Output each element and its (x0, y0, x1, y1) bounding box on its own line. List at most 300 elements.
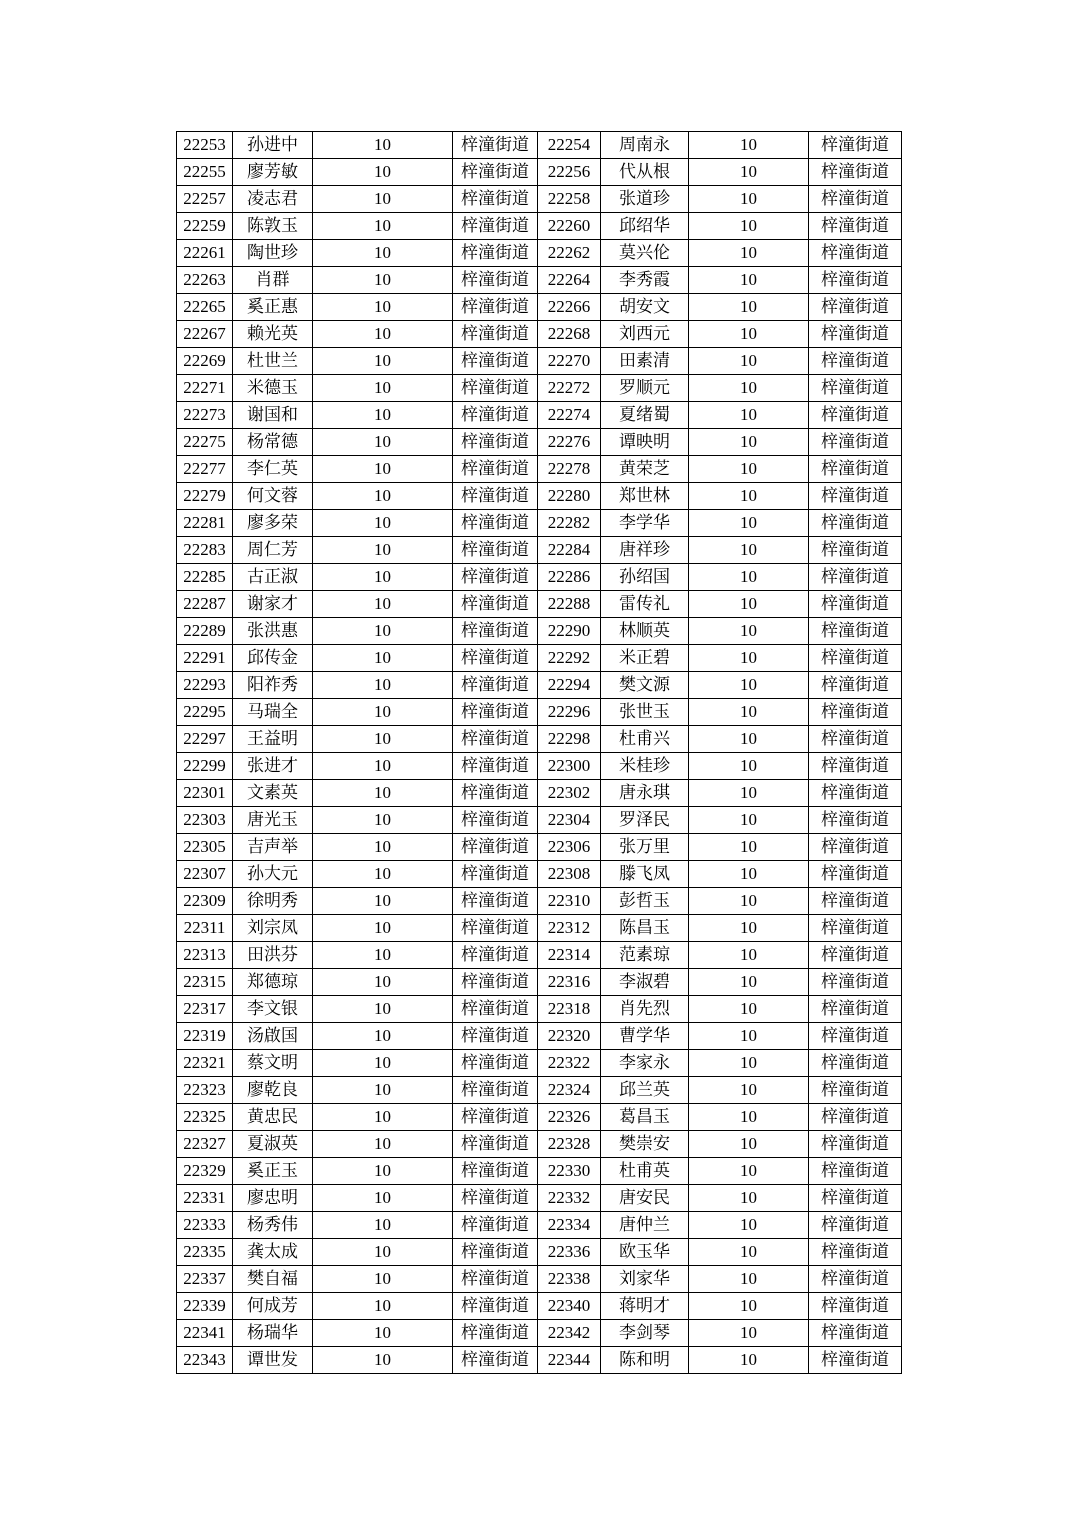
table-row (177, 1212, 902, 1239)
score-cell: 10 (313, 996, 453, 1023)
person-name-cell: 张道珍 (601, 186, 689, 213)
score-cell: 10 (313, 321, 453, 348)
person-name-cell: 唐光玉 (233, 807, 313, 834)
person-name-cell: 马瑞全 (233, 699, 313, 726)
district-cell: 梓潼街道 (809, 1185, 902, 1212)
person-name-cell: 廖多荣 (233, 510, 313, 537)
table-row (177, 159, 902, 186)
person-id-cell: 22277 (177, 456, 233, 483)
person-name-cell: 陈敦玉 (233, 213, 313, 240)
person-name-cell: 邱兰英 (601, 1077, 689, 1104)
person-id-cell: 22310 (538, 888, 601, 915)
person-name-cell: 龚太成 (233, 1239, 313, 1266)
person-name-cell: 李家永 (601, 1050, 689, 1077)
person-id-cell: 22309 (177, 888, 233, 915)
person-id-cell: 22267 (177, 321, 233, 348)
district-cell: 梓潼街道 (809, 429, 902, 456)
person-id-cell: 22302 (538, 780, 601, 807)
person-id-cell: 22343 (177, 1347, 233, 1374)
person-name-cell: 吉声举 (233, 834, 313, 861)
person-id-cell: 22286 (538, 564, 601, 591)
district-cell: 梓潼街道 (809, 861, 902, 888)
person-id-cell: 22335 (177, 1239, 233, 1266)
person-id-cell: 22319 (177, 1023, 233, 1050)
score-cell: 10 (689, 726, 809, 753)
person-name-cell: 郑世林 (601, 483, 689, 510)
person-name-cell: 奚正玉 (233, 1158, 313, 1185)
district-cell: 梓潼街道 (453, 807, 538, 834)
person-id-cell: 22271 (177, 375, 233, 402)
table-row (177, 753, 902, 780)
person-id-cell: 22324 (538, 1077, 601, 1104)
score-cell: 10 (313, 1266, 453, 1293)
district-cell: 梓潼街道 (809, 807, 902, 834)
score-cell: 10 (313, 1212, 453, 1239)
person-id-cell: 22292 (538, 645, 601, 672)
person-id-cell: 22288 (538, 591, 601, 618)
person-id-cell: 22283 (177, 537, 233, 564)
person-id-cell: 22320 (538, 1023, 601, 1050)
district-cell: 梓潼街道 (809, 240, 902, 267)
person-id-cell: 22311 (177, 915, 233, 942)
score-cell: 10 (313, 564, 453, 591)
score-cell: 10 (313, 1131, 453, 1158)
score-cell: 10 (313, 186, 453, 213)
person-id-cell: 22269 (177, 348, 233, 375)
district-cell: 梓潼街道 (809, 969, 902, 996)
person-name-cell: 黄忠民 (233, 1104, 313, 1131)
district-cell: 梓潼街道 (453, 996, 538, 1023)
score-cell: 10 (313, 1185, 453, 1212)
score-cell: 10 (689, 807, 809, 834)
district-cell: 梓潼街道 (453, 780, 538, 807)
person-name-cell: 肖先烈 (601, 996, 689, 1023)
person-id-cell: 22307 (177, 861, 233, 888)
person-id-cell: 22281 (177, 510, 233, 537)
person-name-cell: 杜甫英 (601, 1158, 689, 1185)
score-cell: 10 (689, 996, 809, 1023)
person-id-cell: 22297 (177, 726, 233, 753)
score-cell: 10 (313, 483, 453, 510)
table-row (177, 807, 902, 834)
score-cell: 10 (689, 537, 809, 564)
person-name-cell: 李仁英 (233, 456, 313, 483)
district-cell: 梓潼街道 (809, 402, 902, 429)
person-id-cell: 22341 (177, 1320, 233, 1347)
district-cell: 梓潼街道 (453, 618, 538, 645)
person-id-cell: 22298 (538, 726, 601, 753)
person-id-cell: 22331 (177, 1185, 233, 1212)
person-name-cell: 王益明 (233, 726, 313, 753)
person-name-cell: 文素英 (233, 780, 313, 807)
district-cell: 梓潼街道 (453, 1347, 538, 1374)
district-cell: 梓潼街道 (453, 1212, 538, 1239)
district-cell: 梓潼街道 (809, 888, 902, 915)
table-row (177, 429, 902, 456)
score-cell: 10 (689, 375, 809, 402)
district-cell: 梓潼街道 (809, 1131, 902, 1158)
person-id-cell: 22314 (538, 942, 601, 969)
person-id-cell: 22262 (538, 240, 601, 267)
person-name-cell: 张万里 (601, 834, 689, 861)
person-id-cell: 22291 (177, 645, 233, 672)
district-cell: 梓潼街道 (453, 672, 538, 699)
person-id-cell: 22301 (177, 780, 233, 807)
district-cell: 梓潼街道 (809, 321, 902, 348)
score-cell: 10 (689, 1320, 809, 1347)
district-cell: 梓潼街道 (453, 1320, 538, 1347)
table-row (177, 1347, 902, 1374)
person-id-cell: 22280 (538, 483, 601, 510)
score-cell: 10 (313, 213, 453, 240)
table-row (177, 1266, 902, 1293)
score-cell: 10 (689, 294, 809, 321)
person-name-cell: 樊崇安 (601, 1131, 689, 1158)
district-cell: 梓潼街道 (809, 1320, 902, 1347)
person-name-cell: 刘家华 (601, 1266, 689, 1293)
person-name-cell: 米德玉 (233, 375, 313, 402)
district-cell: 梓潼街道 (453, 159, 538, 186)
table-row (177, 1077, 902, 1104)
district-cell: 梓潼街道 (453, 348, 538, 375)
person-id-cell: 22325 (177, 1104, 233, 1131)
person-id-cell: 22327 (177, 1131, 233, 1158)
person-name-cell: 米正碧 (601, 645, 689, 672)
person-name-cell: 孙绍国 (601, 564, 689, 591)
person-id-cell: 22274 (538, 402, 601, 429)
district-cell: 梓潼街道 (453, 456, 538, 483)
score-cell: 10 (689, 753, 809, 780)
score-cell: 10 (313, 1158, 453, 1185)
district-cell: 梓潼街道 (809, 699, 902, 726)
score-cell: 10 (313, 1050, 453, 1077)
district-cell: 梓潼街道 (809, 294, 902, 321)
table-row (177, 618, 902, 645)
district-cell: 梓潼街道 (809, 186, 902, 213)
person-id-cell: 22299 (177, 753, 233, 780)
person-name-cell: 孙大元 (233, 861, 313, 888)
person-name-cell: 陶世珍 (233, 240, 313, 267)
score-cell: 10 (313, 1239, 453, 1266)
district-cell: 梓潼街道 (809, 726, 902, 753)
person-name-cell: 张世玉 (601, 699, 689, 726)
table-row (177, 969, 902, 996)
district-cell: 梓潼街道 (453, 591, 538, 618)
score-cell: 10 (689, 1077, 809, 1104)
person-id-cell: 22333 (177, 1212, 233, 1239)
score-cell: 10 (689, 780, 809, 807)
district-cell: 梓潼街道 (809, 1293, 902, 1320)
table-row (177, 672, 902, 699)
person-name-cell: 唐永琪 (601, 780, 689, 807)
district-cell: 梓潼街道 (809, 132, 902, 159)
score-cell: 10 (313, 267, 453, 294)
score-cell: 10 (689, 942, 809, 969)
score-cell: 10 (689, 186, 809, 213)
person-id-cell: 22312 (538, 915, 601, 942)
district-cell: 梓潼街道 (809, 672, 902, 699)
district-cell: 梓潼街道 (809, 483, 902, 510)
person-id-cell: 22293 (177, 672, 233, 699)
score-cell: 10 (689, 1212, 809, 1239)
score-cell: 10 (313, 888, 453, 915)
score-cell: 10 (313, 510, 453, 537)
district-cell: 梓潼街道 (809, 753, 902, 780)
person-id-cell: 22308 (538, 861, 601, 888)
person-id-cell: 22264 (538, 267, 601, 294)
district-cell: 梓潼街道 (453, 375, 538, 402)
person-name-cell: 林顺英 (601, 618, 689, 645)
district-cell: 梓潼街道 (453, 1023, 538, 1050)
person-id-cell: 22263 (177, 267, 233, 294)
person-name-cell: 阳祚秀 (233, 672, 313, 699)
person-name-cell: 肖群 (233, 267, 313, 294)
score-cell: 10 (689, 672, 809, 699)
score-cell: 10 (689, 861, 809, 888)
person-name-cell: 杜甫兴 (601, 726, 689, 753)
score-cell: 10 (313, 861, 453, 888)
person-name-cell: 彭哲玉 (601, 888, 689, 915)
roster-table-body (177, 132, 902, 1374)
person-id-cell: 22296 (538, 699, 601, 726)
table-row (177, 780, 902, 807)
table-row (177, 645, 902, 672)
table-row (177, 1023, 902, 1050)
table-row (177, 402, 902, 429)
district-cell: 梓潼街道 (453, 1077, 538, 1104)
person-id-cell: 22304 (538, 807, 601, 834)
person-id-cell: 22336 (538, 1239, 601, 1266)
district-cell: 梓潼街道 (809, 159, 902, 186)
person-name-cell: 何文蓉 (233, 483, 313, 510)
person-id-cell: 22268 (538, 321, 601, 348)
person-id-cell: 22255 (177, 159, 233, 186)
person-id-cell: 22317 (177, 996, 233, 1023)
table-row (177, 321, 902, 348)
person-id-cell: 22340 (538, 1293, 601, 1320)
person-id-cell: 22294 (538, 672, 601, 699)
person-name-cell: 杨常德 (233, 429, 313, 456)
person-name-cell: 汤啟国 (233, 1023, 313, 1050)
score-cell: 10 (689, 591, 809, 618)
person-id-cell: 22266 (538, 294, 601, 321)
person-id-cell: 22259 (177, 213, 233, 240)
person-name-cell: 莫兴伦 (601, 240, 689, 267)
person-id-cell: 22295 (177, 699, 233, 726)
person-name-cell: 谭映明 (601, 429, 689, 456)
score-cell: 10 (689, 429, 809, 456)
person-name-cell: 廖芳敏 (233, 159, 313, 186)
person-name-cell: 赖光英 (233, 321, 313, 348)
person-name-cell: 李学华 (601, 510, 689, 537)
score-cell: 10 (689, 1185, 809, 1212)
person-id-cell: 22256 (538, 159, 601, 186)
person-id-cell: 22261 (177, 240, 233, 267)
table-row (177, 267, 902, 294)
person-id-cell: 22258 (538, 186, 601, 213)
score-cell: 10 (313, 780, 453, 807)
district-cell: 梓潼街道 (453, 1185, 538, 1212)
person-name-cell: 樊文源 (601, 672, 689, 699)
table-row (177, 834, 902, 861)
district-cell: 梓潼街道 (809, 213, 902, 240)
district-cell: 梓潼街道 (453, 510, 538, 537)
district-cell: 梓潼街道 (453, 834, 538, 861)
person-id-cell: 22254 (538, 132, 601, 159)
person-id-cell: 22284 (538, 537, 601, 564)
district-cell: 梓潼街道 (809, 996, 902, 1023)
district-cell: 梓潼街道 (453, 402, 538, 429)
score-cell: 10 (313, 726, 453, 753)
table-row (177, 1131, 902, 1158)
district-cell: 梓潼街道 (809, 1023, 902, 1050)
district-cell: 梓潼街道 (453, 753, 538, 780)
score-cell: 10 (689, 618, 809, 645)
district-cell: 梓潼街道 (453, 186, 538, 213)
district-cell: 梓潼街道 (809, 456, 902, 483)
score-cell: 10 (689, 645, 809, 672)
person-id-cell: 22275 (177, 429, 233, 456)
district-cell: 梓潼街道 (453, 1131, 538, 1158)
table-row (177, 1293, 902, 1320)
table-row (177, 537, 902, 564)
score-cell: 10 (313, 1104, 453, 1131)
score-cell: 10 (689, 510, 809, 537)
person-id-cell: 22253 (177, 132, 233, 159)
score-cell: 10 (689, 213, 809, 240)
score-cell: 10 (689, 1347, 809, 1374)
person-name-cell: 何成芳 (233, 1293, 313, 1320)
table-row (177, 240, 902, 267)
person-name-cell: 张洪惠 (233, 618, 313, 645)
person-id-cell: 22270 (538, 348, 601, 375)
table-row (177, 294, 902, 321)
person-name-cell: 唐安民 (601, 1185, 689, 1212)
person-name-cell: 廖乾良 (233, 1077, 313, 1104)
score-cell: 10 (689, 699, 809, 726)
person-id-cell: 22342 (538, 1320, 601, 1347)
person-id-cell: 22260 (538, 213, 601, 240)
person-id-cell: 22278 (538, 456, 601, 483)
person-name-cell: 陈昌玉 (601, 915, 689, 942)
district-cell: 梓潼街道 (453, 726, 538, 753)
score-cell: 10 (689, 1293, 809, 1320)
person-name-cell: 邱传金 (233, 645, 313, 672)
score-cell: 10 (313, 1320, 453, 1347)
table-row (177, 132, 902, 159)
score-cell: 10 (689, 1023, 809, 1050)
person-id-cell: 22285 (177, 564, 233, 591)
district-cell: 梓潼街道 (809, 1104, 902, 1131)
person-name-cell: 徐明秀 (233, 888, 313, 915)
district-cell: 梓潼街道 (809, 834, 902, 861)
person-name-cell: 邱绍华 (601, 213, 689, 240)
score-cell: 10 (689, 969, 809, 996)
score-cell: 10 (689, 348, 809, 375)
person-name-cell: 范素琼 (601, 942, 689, 969)
score-cell: 10 (689, 915, 809, 942)
score-cell: 10 (313, 591, 453, 618)
person-id-cell: 22305 (177, 834, 233, 861)
person-name-cell: 杨瑞华 (233, 1320, 313, 1347)
score-cell: 10 (313, 240, 453, 267)
table-row (177, 1104, 902, 1131)
score-cell: 10 (689, 456, 809, 483)
district-cell: 梓潼街道 (453, 942, 538, 969)
score-cell: 10 (689, 888, 809, 915)
person-name-cell: 曹学华 (601, 1023, 689, 1050)
person-name-cell: 蔡文明 (233, 1050, 313, 1077)
table-row (177, 726, 902, 753)
district-cell: 梓潼街道 (809, 1158, 902, 1185)
person-id-cell: 22338 (538, 1266, 601, 1293)
district-cell: 梓潼街道 (453, 267, 538, 294)
score-cell: 10 (689, 402, 809, 429)
district-cell: 梓潼街道 (809, 375, 902, 402)
score-cell: 10 (313, 942, 453, 969)
person-id-cell: 22334 (538, 1212, 601, 1239)
person-name-cell: 米桂珍 (601, 753, 689, 780)
person-id-cell: 22282 (538, 510, 601, 537)
person-name-cell: 古正淑 (233, 564, 313, 591)
district-cell: 梓潼街道 (809, 1239, 902, 1266)
person-name-cell: 周仁芳 (233, 537, 313, 564)
person-name-cell: 黄荣芝 (601, 456, 689, 483)
person-name-cell: 李文银 (233, 996, 313, 1023)
score-cell: 10 (313, 402, 453, 429)
person-name-cell: 夏淑英 (233, 1131, 313, 1158)
district-cell: 梓潼街道 (809, 591, 902, 618)
district-cell: 梓潼街道 (809, 537, 902, 564)
person-id-cell: 22265 (177, 294, 233, 321)
person-name-cell: 李淑碧 (601, 969, 689, 996)
table-row (177, 942, 902, 969)
score-cell: 10 (313, 132, 453, 159)
table-row (177, 1320, 902, 1347)
score-cell: 10 (313, 1023, 453, 1050)
person-name-cell: 蒋明才 (601, 1293, 689, 1320)
person-id-cell: 22257 (177, 186, 233, 213)
person-name-cell: 葛昌玉 (601, 1104, 689, 1131)
person-name-cell: 刘宗凤 (233, 915, 313, 942)
score-cell: 10 (689, 132, 809, 159)
score-cell: 10 (689, 1104, 809, 1131)
district-cell: 梓潼街道 (453, 321, 538, 348)
person-name-cell: 奚正惠 (233, 294, 313, 321)
score-cell: 10 (689, 1266, 809, 1293)
person-id-cell: 22315 (177, 969, 233, 996)
score-cell: 10 (313, 456, 453, 483)
score-cell: 10 (689, 483, 809, 510)
district-cell: 梓潼街道 (453, 132, 538, 159)
score-cell: 10 (313, 159, 453, 186)
person-id-cell: 22316 (538, 969, 601, 996)
person-name-cell: 凌志君 (233, 186, 313, 213)
person-name-cell: 刘西元 (601, 321, 689, 348)
table-row (177, 996, 902, 1023)
district-cell: 梓潼街道 (809, 915, 902, 942)
person-id-cell: 22300 (538, 753, 601, 780)
district-cell: 梓潼街道 (809, 780, 902, 807)
table-row (177, 1239, 902, 1266)
district-cell: 梓潼街道 (453, 294, 538, 321)
table-row (177, 375, 902, 402)
score-cell: 10 (689, 1050, 809, 1077)
district-cell: 梓潼街道 (809, 1266, 902, 1293)
roster-table (176, 131, 902, 1374)
table-row (177, 861, 902, 888)
person-id-cell: 22289 (177, 618, 233, 645)
